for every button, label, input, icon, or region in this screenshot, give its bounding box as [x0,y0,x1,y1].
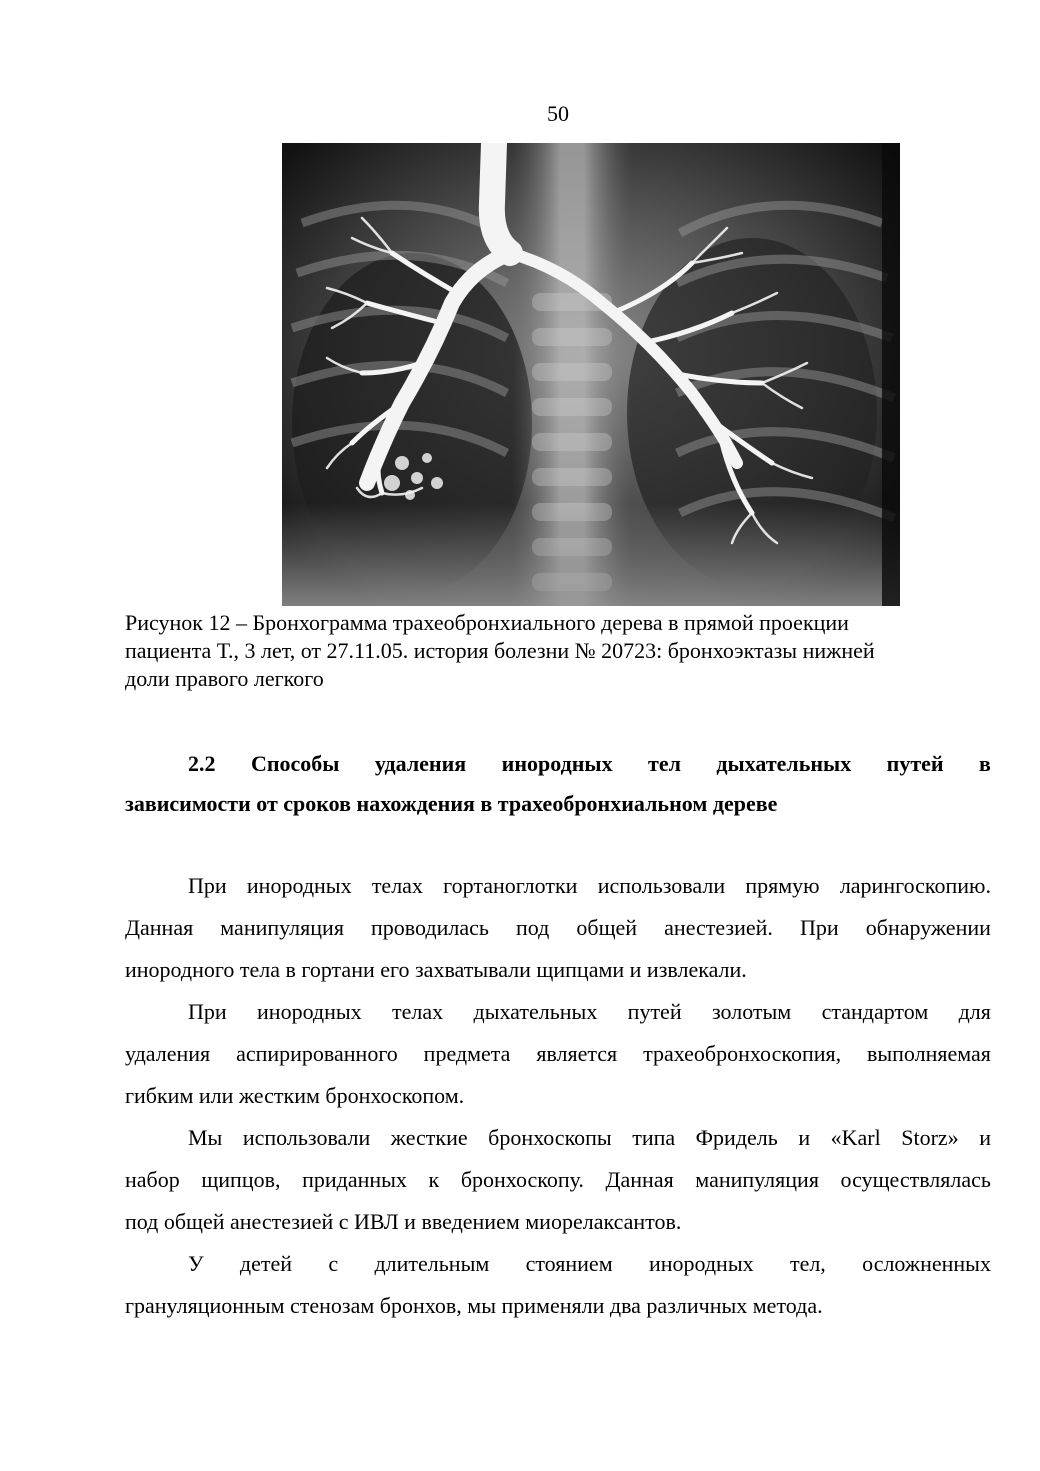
word: тел, [789,1251,826,1276]
word: к [428,1167,440,1192]
word: Мы [188,1125,223,1150]
xray-drawing [282,143,900,606]
word: типа [632,1125,676,1150]
word: набор [125,1167,180,1192]
paragraph-line: гибким или жестким бронхоскопом. [125,1083,465,1108]
word: золотым [711,999,792,1024]
paragraph-line: грануляционным стенозам бронхов, мы применяли два различных метода. [125,1293,823,1318]
paragraph-line: инородного тела в гортани его захватывали щипцами и извлекали. [125,957,747,982]
heading-word: удаления [374,751,467,776]
word: Фридель [695,1125,778,1150]
word: трахеобронхоскопия, [643,1041,842,1066]
word: и [979,1125,991,1150]
word: приданных [302,1167,407,1192]
word: общей [576,915,638,940]
word: для [958,999,991,1024]
paragraph-2 [125,991,991,1117]
word: с [328,1251,339,1276]
section-heading [125,744,991,824]
paragraph-1 [125,865,991,991]
word: детей [239,1251,293,1276]
section-heading-line-2: зависимости от сроков нахождения в трахеобронхиальном дереве [125,791,778,816]
paragraph-line [125,907,991,949]
bronchogram-xray-image [282,143,900,606]
heading-word: путей [886,751,944,776]
paragraph-line [125,991,991,1033]
word: и [798,1125,811,1150]
word: путей [627,999,682,1024]
word: бронхоскопы [488,1125,612,1150]
heading-word: тел [648,751,681,776]
word: телах [371,873,423,898]
word: щипцов, [201,1167,281,1192]
word: длительным [374,1251,490,1276]
caption-line: пациента Т., 3 лет, от 27.11.05. история болезни № 20723: бронхоэктазы нижней [125,638,875,663]
word: гортаноглотки [443,873,578,898]
word: манипуляция [220,915,344,940]
word: под [515,915,550,940]
word: аспирированного [236,1041,398,1066]
section-heading-line-1 [125,744,991,784]
word: жесткие [390,1125,468,1150]
paragraph-4 [125,1243,991,1327]
paragraph-line [125,1159,991,1201]
word: анестезией. [664,915,773,940]
word: обнаружении [865,915,991,940]
word: стандартом [821,999,929,1024]
word: выполняемая [866,1041,991,1066]
word: использовали [242,1125,371,1150]
word: предмета [423,1041,511,1066]
word: осложненных [862,1251,991,1276]
word: осуществлялась [840,1167,991,1192]
heading-word: в [979,751,991,776]
heading-word: инородных [501,751,613,776]
word: При [188,999,227,1024]
word: стоянием [525,1251,613,1276]
caption-line: доли правого легкого [125,666,324,691]
word: У [188,1251,204,1276]
word: телах [392,999,444,1024]
word: При [800,915,839,940]
paragraph-line [125,1033,991,1075]
word: бронхоскопу. [460,1167,584,1192]
word: использовали [597,873,726,898]
word: удаления [125,1041,211,1066]
paragraph-line [125,1117,991,1159]
word: ларингоскопию. [839,873,991,898]
figure-caption [125,609,985,693]
word: проводилась [371,915,489,940]
paragraph-line [125,1243,991,1285]
caption-line: Рисунок 12 – Бронхограмма трахеобронхиального дерева в прямой проекции [125,610,849,635]
word: инородных [648,1251,754,1276]
word: «Karl [830,1125,881,1150]
heading-word: 2.2 [188,751,216,776]
word: дыхательных [473,999,598,1024]
word: манипуляция [695,1167,819,1192]
page-number: 50 [547,101,569,126]
heading-word: Способы [250,751,340,776]
word: Данная [605,1167,674,1192]
word: Storz» [901,1125,959,1150]
word: прямую [745,873,820,898]
heading-word: дыхательных [716,751,852,776]
paragraph-line: под общей анестезией с ИВЛ и введением миорелаксантов. [125,1209,682,1234]
word: инородных [257,999,362,1024]
word: инородных [246,873,352,898]
word: Данная [125,915,194,940]
word: При [188,873,227,898]
word: является [536,1041,618,1066]
paragraph-3 [125,1117,991,1243]
paragraph-line [125,865,991,907]
